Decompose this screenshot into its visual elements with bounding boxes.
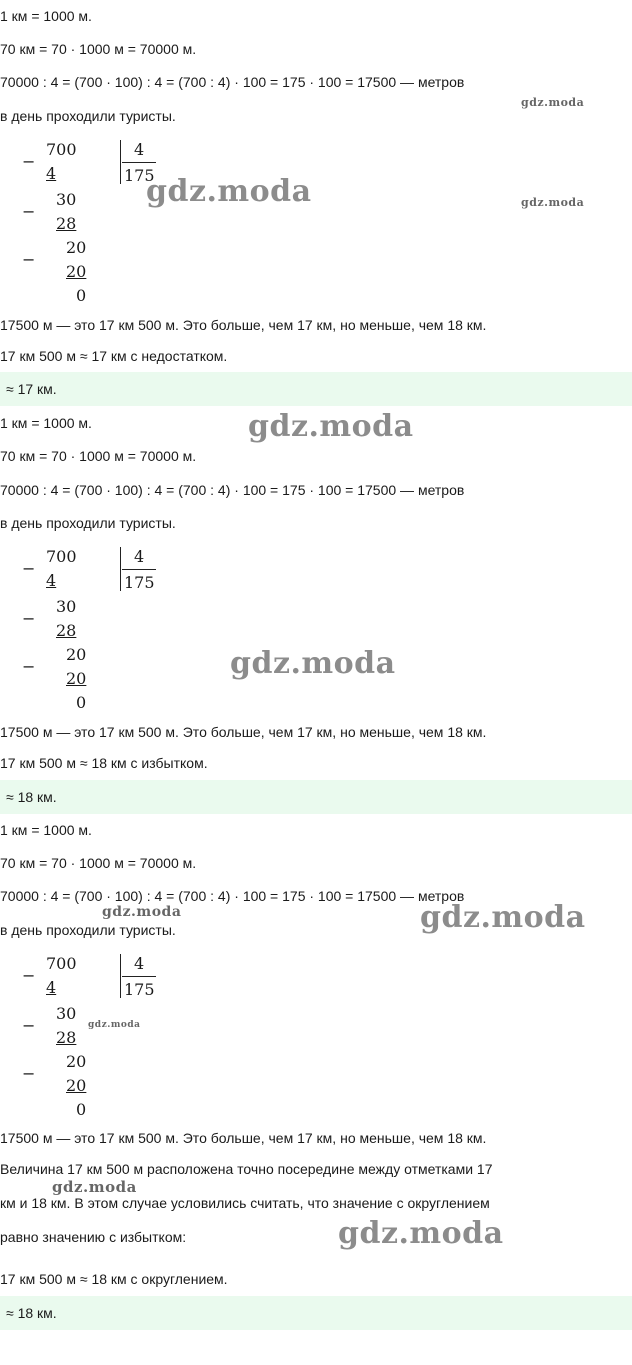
text-line: 17500 м — это 17 км 500 м. Это больше, чем 17 км, но меньше, чем 18 км. [0,1130,487,1146]
division-subtrahend: 4 [46,164,57,183]
division-remainder: 0 [76,286,87,305]
text-line: Величина 17 км 500 м расположена точно посередине между отметками 17 [0,1161,493,1177]
division-minus: − [22,657,36,676]
division-divisor: 4 [134,954,145,973]
division-divisor: 4 [134,547,145,566]
watermark: gdz.moda [521,96,585,109]
division-bar [120,140,121,184]
division-remainder: 20 [66,645,87,664]
division-remainder: 20 [66,238,87,257]
text-line: 70000 : 4 = (700 · 100) : 4 = (700 : 4) · 100 = 175 · 100 = 17500 — метров [0,74,465,90]
answer-text: ≈ 17 км. [6,381,57,397]
watermark: gdz.moda [248,409,414,444]
text-line: в день проходили туристы. [0,108,176,124]
division-quotient: 175 [124,166,155,185]
division-minus: − [22,250,36,269]
division-subtrahend: 20 [66,1076,87,1095]
text-line: 17 км 500 м ≈ 17 км с недостатком. [0,348,228,364]
watermark: gdz.moda [146,174,312,209]
answer-box [0,372,632,406]
answer-text: ≈ 18 км. [6,1305,57,1321]
division-remainder: 30 [56,190,77,209]
watermark: gdz.moda [230,646,396,681]
watermark: gdz.moda [102,904,182,920]
watermark: gdz.moda [52,1178,137,1196]
division-subtrahend: 20 [66,669,87,688]
text-line: 1 км = 1000 м. [0,415,92,431]
division-minus: − [22,609,36,628]
text-line: 70 км = 70 · 1000 м = 70000 м. [0,855,197,871]
division-minus: − [22,966,36,985]
text-line: 70 км = 70 · 1000 м = 70000 м. [0,41,197,57]
division-subtrahend: 4 [46,978,57,997]
division-subtrahend: 28 [56,621,77,640]
division-subtrahend: 28 [56,1028,77,1047]
text-line: 70000 : 4 = (700 · 100) : 4 = (700 : 4) · 100 = 175 · 100 = 17500 — метров [0,888,465,904]
division-remainder: 30 [56,597,77,616]
division-dividend: 700 [46,140,77,159]
division-remainder: 0 [76,693,87,712]
division-divisor: 4 [134,140,145,159]
division-minus: − [22,559,36,578]
text-line: в день проходили туристы. [0,515,176,531]
watermark: gdz.moda [521,196,585,209]
answer-box [0,1296,632,1330]
answer-box [0,780,632,814]
watermark: gdz.moda [420,900,586,935]
text-line: 17 км 500 м ≈ 18 км с избытком. [0,755,208,771]
division-minus: − [22,1016,36,1035]
division-bar [120,547,121,591]
division-minus: − [22,202,36,221]
division-quotient: 175 [124,980,155,999]
division-subtrahend: 20 [66,262,87,281]
watermark: gdz.moda [88,1020,141,1030]
answer-text: ≈ 18 км. [6,789,57,805]
text-line: 1 км = 1000 м. [0,8,92,24]
division-subtrahend: 28 [56,214,77,233]
text-line: 1 км = 1000 м. [0,822,92,838]
text-line: км и 18 км. В этом случае условились считать, что значение с округлением [0,1195,490,1211]
text-line: в день проходили туристы. [0,922,176,938]
division-divisor-line [122,162,156,163]
division-divisor-line [122,569,156,570]
text-line: 17500 м — это 17 км 500 м. Это больше, чем 17 км, но меньше, чем 18 км. [0,724,487,740]
text-line: 70 км = 70 · 1000 м = 70000 м. [0,448,197,464]
long-division [0,547,200,715]
division-subtrahend: 4 [46,571,57,590]
division-quotient: 175 [124,573,155,592]
long-division [0,954,200,1122]
long-division [0,140,200,308]
watermark: gdz.moda [338,1216,504,1251]
division-remainder: 20 [66,1052,87,1071]
text-line: равно значению с избытком: [0,1229,187,1245]
division-dividend: 700 [46,954,77,973]
division-remainder: 0 [76,1100,87,1119]
division-dividend: 700 [46,547,77,566]
text-line: 70000 : 4 = (700 · 100) : 4 = (700 : 4) · 100 = 175 · 100 = 17500 — метров [0,482,465,498]
division-minus: − [22,1064,36,1083]
division-minus: − [22,152,36,171]
text-line: 17500 м — это 17 км 500 м. Это больше, чем 17 км, но меньше, чем 18 км. [0,317,487,333]
division-remainder: 30 [56,1004,77,1023]
text-line: 17 км 500 м ≈ 18 км с округлением. [0,1271,228,1287]
division-divisor-line [122,976,156,977]
division-bar [120,954,121,998]
